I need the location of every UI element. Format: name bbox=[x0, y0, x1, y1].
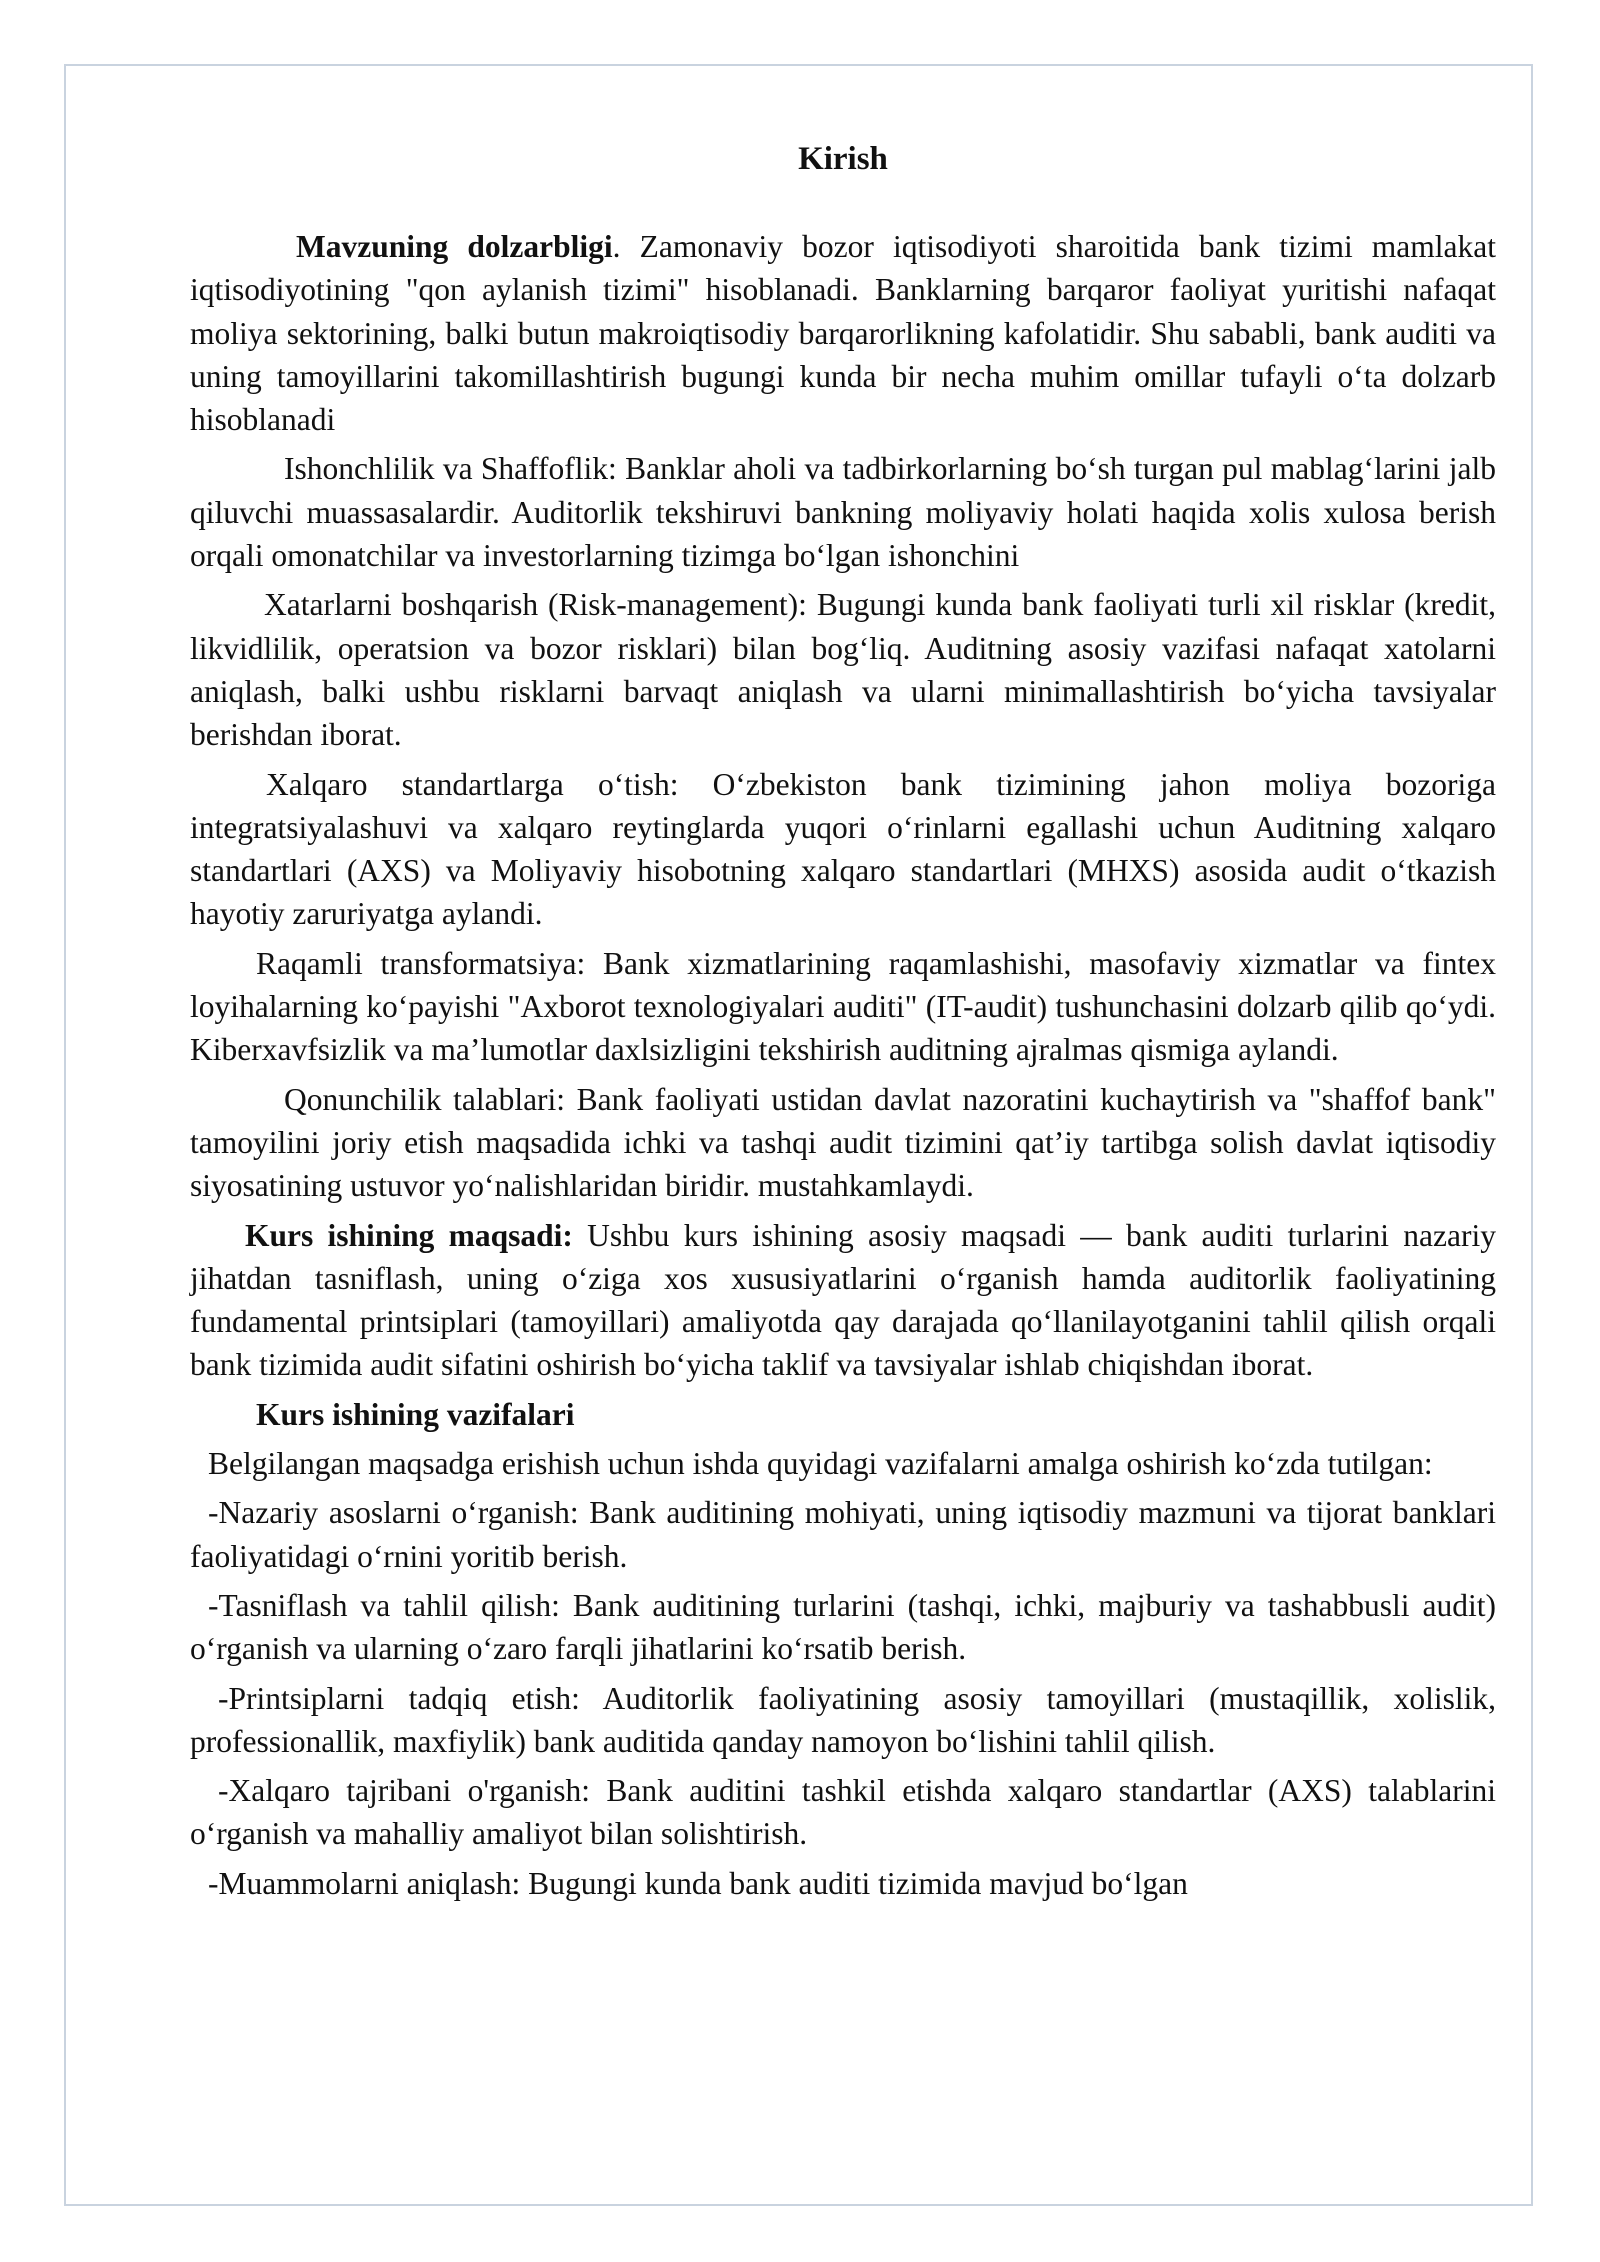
tasks-heading: Kurs ishining vazifalari bbox=[256, 1396, 575, 1432]
task-item-problems: -Muammolarni aniqlash: Bugungi kunda bank auditi tizimida mavjud bo‘lgan bbox=[208, 1865, 1188, 1901]
task-item-principles: -Printsiplarni tadqiq etish: Auditorlik faoliyatining asosiy tamoyillari (mustaqillik, xolislik, professionallik, maxfiylik) bank auditida qanday namoyon bo‘lishini tahlil qilish. bbox=[190, 1680, 1496, 1759]
paragraph-goal bbox=[190, 1214, 1496, 1387]
paragraph-international-standards: Xalqaro standartlarga o‘tish: O‘zbekiston bank tizimining jahon moliya bozoriga integratsiyalashuvi va xalqaro reytinglarda yuqori o‘rinlarni egallashi uchun Auditning xalqaro standartlari (AXS) va Moliyaviy hisobotning xalqaro standartlari (MHXS) asosida audit o‘tkazish hayotiy zaruriyatga aylandi. bbox=[190, 766, 1496, 932]
paragraph-relevance bbox=[190, 225, 1496, 441]
relevance-text: . Zamonaviy bozor iqtisodiyoti sharoitida bank tizimi mamlakat iqtisodiyotining "qon aylanish tizimi" hisoblanadi. Banklarning barqaror faoliyat yuritishi nafaqat moliya sektorining, balki butun makroiqtisodiy barqarorlikning kafolatidir. Shu sababli, bank auditi va uning tamoyillarini takomillashtirish bugungi kunda bir necha muhim omillar tufayli o‘ta dolzarb hisoblanadi bbox=[190, 229, 1496, 438]
task-item-international: -Xalqaro tajribani o'rganish: Bank auditini tashkil etishda xalqaro standartlar (AXS) talablarini o‘rganish va mahalliy amaliyot bilan solishtirish. bbox=[190, 1773, 1496, 1852]
task-item-theory: -Nazariy asoslarni o‘rganish: Bank auditining mohiyati, uning iqtisodiy mazmuni va tijorat banklari faoliyatidagi o‘rnini yoritib berish. bbox=[190, 1495, 1496, 1574]
paragraph-legislation: Qonunchilik talablari: Bank faoliyati ustidan davlat nazoratini kuchaytirish va "shaffof bank" tamoyilini joriy etish maqsadida ichki va tashqi audit tizimini qat’iy tartibga solish davlat iqtisodiy siyosatining ustuvor yo‘nalishlaridan biridir. mustahkamlaydi. bbox=[190, 1081, 1496, 1204]
paragraph-reliability: Ishonchlilik va Shaffoflik: Banklar aholi va tadbirkorlarning bo‘sh turgan pul mablag‘larini jalb qiluvchi muassasalardir. Auditorlik tekshiruvi bankning moliyaviy holati haqida xolis xulosa berish orqali omonatchilar va investorlarning tizimga bo‘lgan ishonchini bbox=[190, 451, 1496, 574]
goal-lead: Kurs ishining maqsadi: bbox=[245, 1217, 573, 1253]
goal-text: Ushbu kurs ishining asosiy maqsadi — bank auditi turlarini nazariy jihatdan tasniflash, uning o‘ziga xos xususiyatlarini o‘rganish hamda auditorlik faoliyatining fundamental printsiplari (tamoyillari) amaliyotda qay darajada qo‘llanilayotganini tahlil qilish orqali bank tizimida audit sifatini oshirish bo‘yicha taklif va tavsiyalar ishlab chiqishdan iborat. bbox=[190, 1217, 1496, 1383]
paragraph-risk-management: Xatarlarni boshqarish (Risk-management): Bugungi kunda bank faoliyati turli xil risklar (kredit, likvidlilik, operatsion va bozor risklari) bilan bog‘liq. Auditning asosiy vazifasi nafaqat xatolarni aniqlash, balki ushbu risklarni barvaqt aniqlash va ularni minimallashtirish bo‘yicha tavsiyalar berishdan iborat. bbox=[190, 587, 1496, 753]
page-title: Kirish bbox=[798, 141, 888, 177]
relevance-lead: Mavzuning dolzarbligi bbox=[296, 229, 613, 264]
paragraph-tasks-intro: Belgilangan maqsadga erishish uchun ishda quyidagi vazifalarni amalga oshirish ko‘zda tutilgan: bbox=[208, 1446, 1433, 1482]
paragraph-digital-transformation: Raqamli transformatsiya: Bank xizmatlarining raqamlashishi, masofaviy xizmatlar va fintex loyihalarning ko‘payishi "Axborot texnologiyalari auditi" (IT-audit) tushunchasini dolzarb qilib qo‘ydi. Kiberxavfsizlik va ma’lumotlar daxlsizligini tekshirish auditning ajralmas qismiga aylandi. bbox=[190, 945, 1496, 1068]
task-item-classification: -Tasniflash va tahlil qilish: Bank auditining turlarini (tashqi, ichki, majburiy va tashabbusli audit) o‘rganish va ularning o‘zaro farqli jihatlarini ko‘rsatib berish. bbox=[190, 1587, 1496, 1667]
document-body bbox=[190, 138, 1496, 1911]
